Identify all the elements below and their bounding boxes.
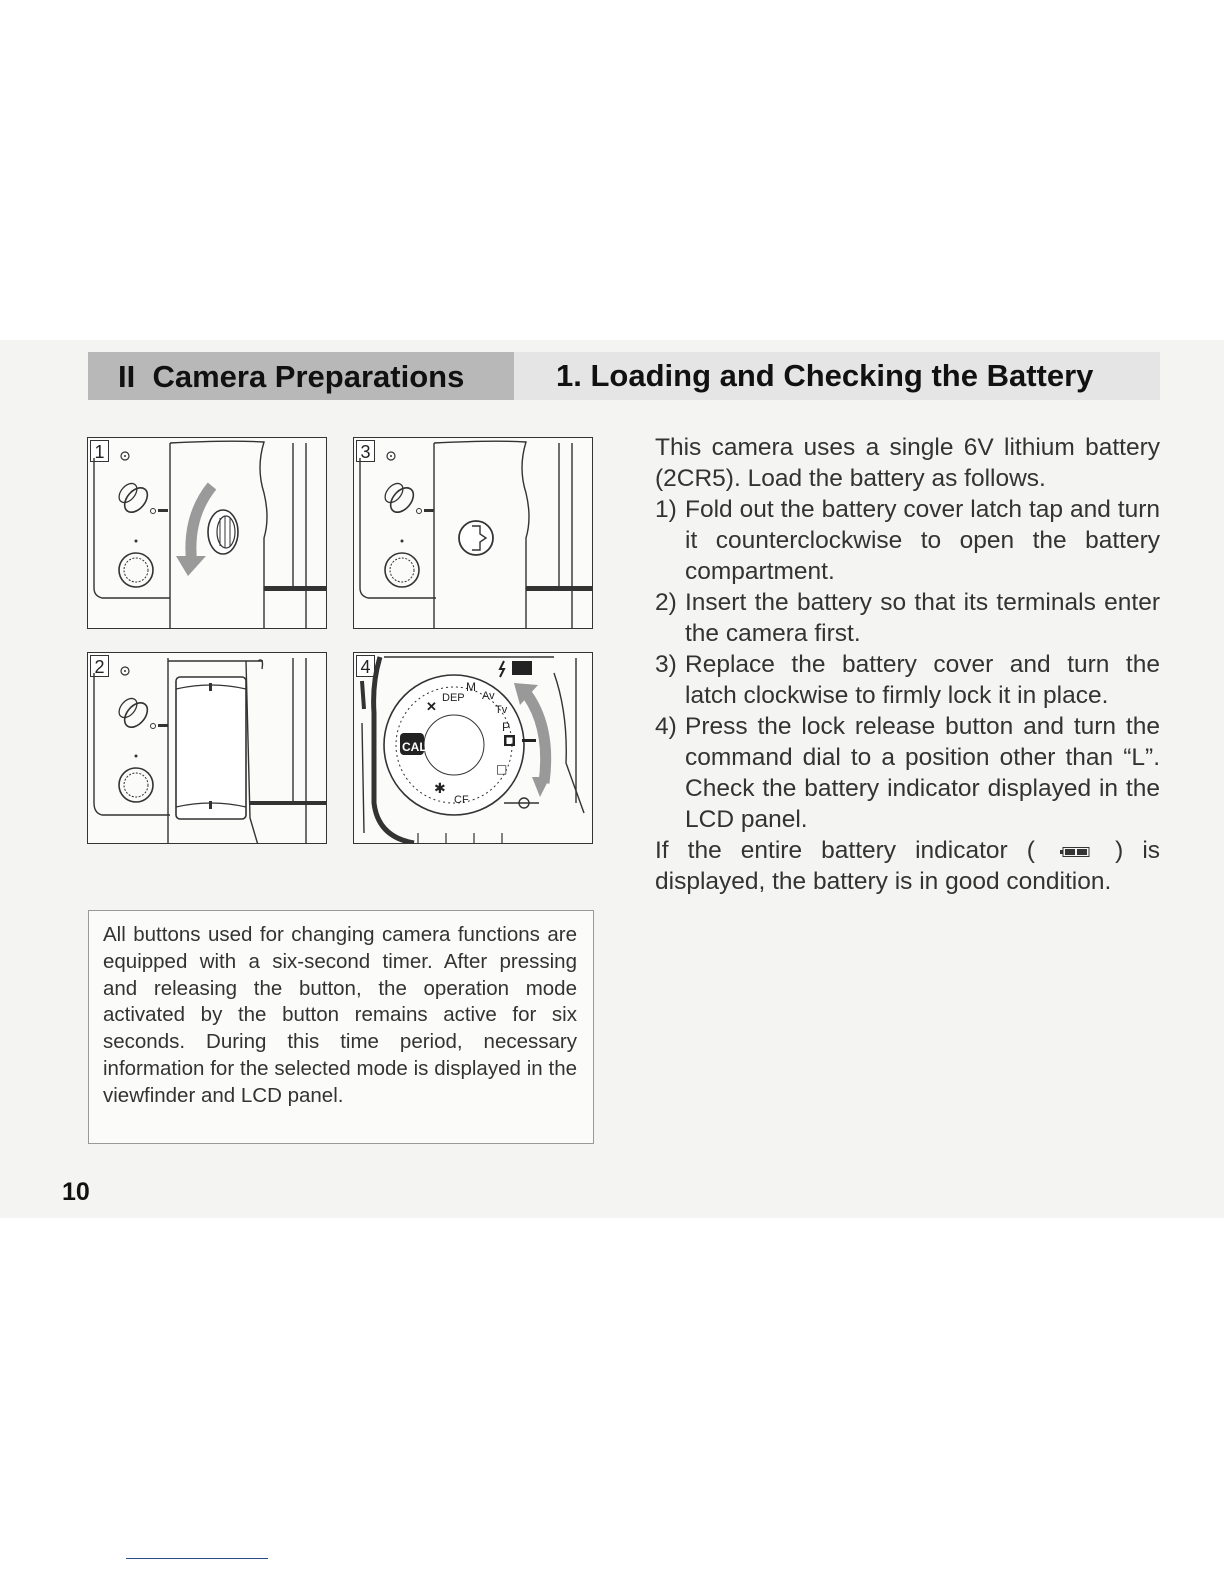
step-number: 4) <box>655 713 677 740</box>
dial-square-icon: □ <box>496 762 508 776</box>
dial-illustration <box>354 653 593 844</box>
step-text: Insert the battery so that its terminals enter the camera first. <box>685 589 1160 647</box>
camera-illustration <box>88 438 327 629</box>
step-1 <box>655 494 1160 587</box>
step-2 <box>655 587 1160 649</box>
dial-label-dep: DEP <box>442 692 465 704</box>
dial-label-av: Av <box>482 690 495 702</box>
step-number: 1) <box>655 496 677 523</box>
step-4 <box>655 711 1160 835</box>
timer-note-box <box>88 910 594 1144</box>
dial-label-m: M <box>466 680 476 694</box>
step-text: Fold out the battery cover latch tap and turn it counterclockwise to open the battery compartment. <box>685 496 1160 585</box>
battery-full-icon <box>1060 847 1090 857</box>
chapter-title: 1. Loading and Checking the Battery <box>556 358 1094 393</box>
figure-number: 2 <box>90 655 109 677</box>
timer-note-text: All buttons used for changing camera functions are equipped with a six-second timer. After pressing and releasing the button, the operation mode activated by the button remains active for six seconds. During this time period, necessary information for the selected mode is displayed in the viewfinder and LCD panel. <box>103 923 577 1107</box>
dial-label-cf: CF <box>454 794 469 806</box>
step-number: 2) <box>655 589 677 616</box>
footer-rule <box>126 1558 268 1559</box>
step-3 <box>655 649 1160 711</box>
dial-label-x: ✕ <box>426 699 437 714</box>
dial-label-l: L <box>506 736 512 746</box>
step-number: 3) <box>655 651 677 678</box>
dial-label-cal: CAL <box>402 740 427 754</box>
figure-4-command-dial <box>353 652 593 844</box>
camera-illustration <box>88 653 327 844</box>
instruction-text <box>655 432 1160 897</box>
indicator-paragraph <box>655 835 1160 897</box>
step-text: Press the lock release button and turn the command dial to a position other than “L”. Check the battery indicator displayed in the LCD panel. <box>685 713 1160 833</box>
figure-number: 4 <box>356 655 375 677</box>
figure-number: 3 <box>356 440 375 462</box>
camera-illustration <box>354 438 593 629</box>
figure-3-cover-closed <box>353 437 593 629</box>
dial-label-p: P <box>502 720 511 734</box>
step-text: Replace the battery cover and turn the latch clockwise to firmly lock it in place. <box>685 651 1160 709</box>
intro-paragraph: This camera uses a single 6V lithium battery (2CR5). Load the battery as follows. <box>655 434 1160 492</box>
indicator-text-after: ) is displayed, the battery is in good condition. <box>655 837 1161 895</box>
figure-1-open-cover <box>87 437 327 629</box>
page-number: 10 <box>62 1178 90 1206</box>
section-title: II Camera Preparations <box>118 359 465 394</box>
figure-2-insert-battery <box>87 652 327 844</box>
indicator-text-before: If the entire battery indicator ( <box>655 837 1035 864</box>
dial-label-tv: Tv <box>495 704 508 716</box>
figure-number: 1 <box>90 440 109 462</box>
dial-runner-icon: ✱ <box>434 781 446 797</box>
